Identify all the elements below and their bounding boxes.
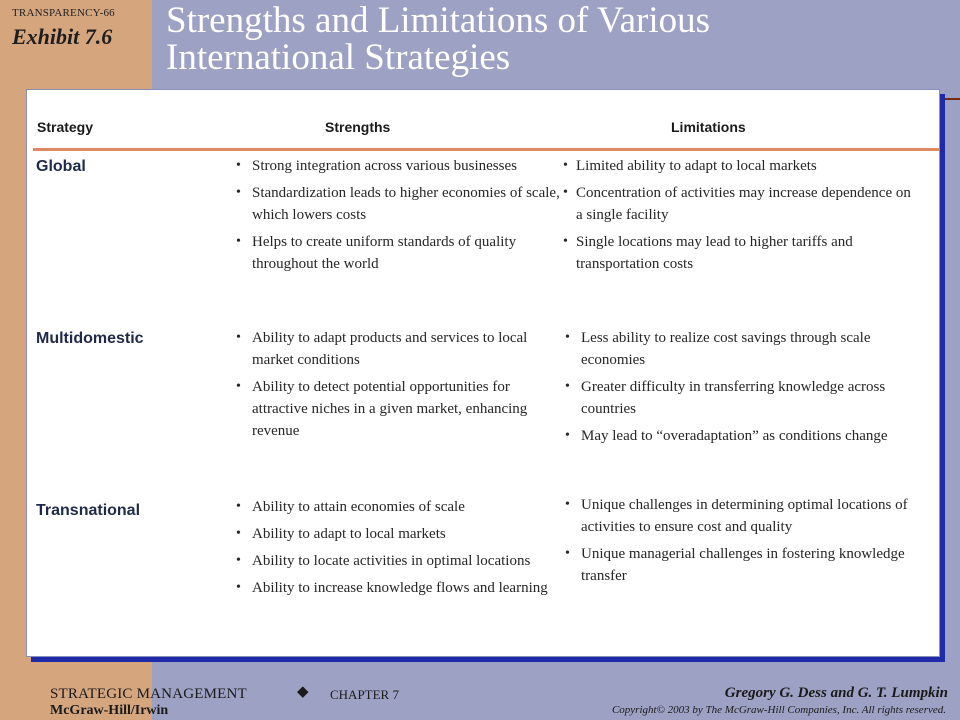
list-item: • Greater difficulty in transferring knowledge across countries (561, 376, 921, 420)
list-item: • Strong integration across various businesses (232, 155, 562, 177)
bullet-icon: • (236, 526, 241, 541)
bullet-icon: • (563, 158, 568, 173)
bullet-icon: • (236, 158, 241, 173)
bullet-icon: • (236, 185, 241, 200)
bullet-icon: • (565, 546, 570, 561)
bullet-icon: • (236, 330, 241, 345)
header-limitations: Limitations (671, 119, 746, 135)
global-limitations (561, 155, 921, 280)
bullet-icon: • (565, 330, 570, 345)
footer-publisher: McGraw-Hill/Irwin (50, 703, 169, 718)
bullet-icon: • (236, 499, 241, 514)
list-item: • Helps to create uniform standards of quality throughout the world (232, 231, 562, 275)
list-item: • Single locations may lead to higher tariffs and transportation costs (561, 231, 921, 275)
bullet-icon: • (236, 234, 241, 249)
bullet-icon: • (236, 580, 241, 595)
diamond-icon: ◆ (297, 684, 309, 700)
bullet-icon: • (236, 553, 241, 568)
list-item: • Standardization leads to higher economies of scale, which lowers costs (232, 182, 562, 226)
footer-book-title: STRATEGIC MANAGEMENT (50, 686, 247, 702)
list-item: • May lead to “overadaptation” as conditions change (561, 425, 921, 447)
exhibit-label: Exhibit 7.6 (12, 24, 113, 49)
header-strengths: Strengths (325, 119, 391, 135)
slide-title (166, 2, 946, 76)
footer-copyright: Copyright© 2003 by The McGraw-Hill Companies, Inc. All rights reserved. (611, 704, 946, 716)
list-item: • Less ability to realize cost savings through scale economies (561, 327, 921, 371)
list-item: • Ability to increase knowledge flows and learning (232, 577, 562, 599)
bullet-icon: • (563, 185, 568, 200)
bullet-icon: • (236, 379, 241, 394)
list-item: • Ability to adapt to local markets (232, 523, 562, 545)
strategy-table-panel (26, 89, 940, 657)
list-item: • Concentration of activities may increase dependence on a single facility (561, 182, 921, 226)
header-strategy: Strategy (37, 119, 94, 135)
multidomestic-strengths (232, 327, 562, 447)
bullet-icon: • (565, 497, 570, 512)
footer-authors: Gregory G. Dess and G. T. Lumpkin (724, 685, 948, 701)
row-label-transnational: Transnational (36, 502, 141, 519)
list-item: • Ability to locate activities in optimal locations (232, 550, 562, 572)
list-item: • Ability to detect potential opportunities for attractive niches in a given market, enhancing revenue (232, 376, 562, 442)
list-item: • Limited ability to adapt to local markets (561, 155, 921, 177)
header-divider (33, 148, 939, 151)
list-item: • Unique managerial challenges in fostering knowledge transfer (561, 543, 921, 587)
slide-title-line-1: Strengths and Limitations of Various (166, 0, 710, 41)
bullet-icon: • (565, 428, 570, 443)
list-item: • Unique challenges in determining optimal locations of activities to ensure cost and quality (561, 494, 921, 538)
row-label-multidomestic: Multidomestic (36, 330, 144, 347)
transnational-limitations (561, 494, 921, 592)
list-item: • Ability to attain economies of scale (232, 496, 562, 518)
slide-title-line-2: International Strategies (166, 37, 511, 78)
transnational-strengths (232, 496, 562, 604)
global-strengths (232, 155, 562, 280)
bullet-icon: • (563, 234, 568, 249)
multidomestic-limitations (561, 327, 921, 452)
transparency-label: TRANSPARENCY-66 (12, 7, 115, 19)
bullet-icon: • (565, 379, 570, 394)
exhibit-corner-block (0, 0, 152, 84)
row-label-global: Global (36, 158, 86, 175)
footer-chapter: CHAPTER 7 (330, 687, 399, 702)
list-item: • Ability to adapt products and services to local market conditions (232, 327, 562, 371)
